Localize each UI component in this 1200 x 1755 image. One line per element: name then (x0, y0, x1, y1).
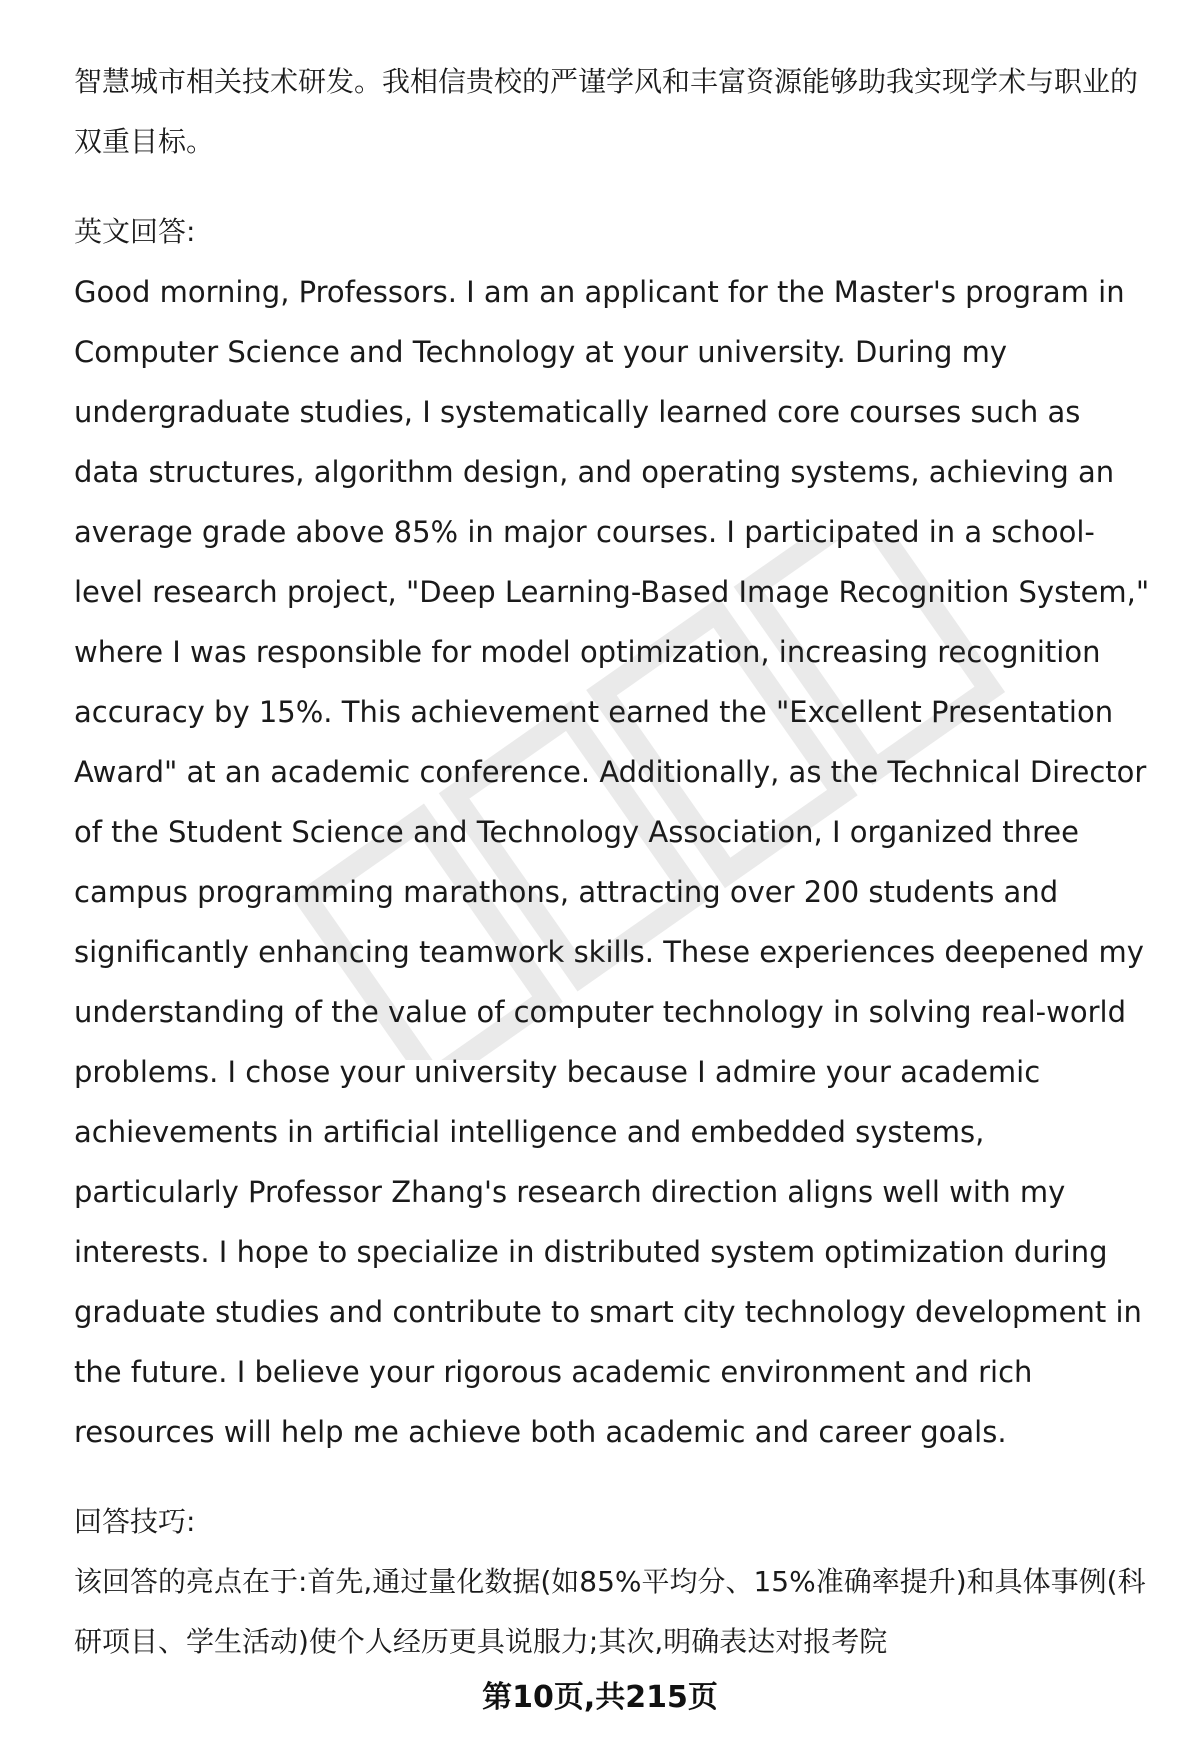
page-number-footer: 第10页,共215页 (482, 1680, 718, 1715)
document-body (74, 52, 1154, 1672)
english-answer-label: 英文回答: (74, 215, 196, 248)
intro-paragraph-tail: 智慧城市相关技术研发。我相信贵校的严谨学风和丰富资源能够助我实现学术与职业的双重目标。 (74, 65, 1139, 158)
english-answer-text: Good morning, Professors. I am an applicant for the Master's program in Computer Science and Technology at your university. During my undergraduate studies, I systematically learned core courses such as data structures, algorithm design, and operating systems, achieving an average grade above 85% in major courses. I participated in a school-level research project, "Deep Learning-Based Image Recognition System," where I was responsible for model optimization, increasing recognition accuracy by 15%. This achievement earned the "Excellent Presentation Award" at an academic conference. Additionally, as the Technical Director of the Student Science and Technology Association, I organized three campus programming marathons, attracting over 200 students and significantly enhancing teamwork skills. These experiences deepened my understanding of the value of computer technology in solving real-world problems. I chose your university because I admire your academic achievements in artificial intelligence and embedded systems, particularly Professor Zhang's research direction aligns well with my interests. I hope to specialize in distributed system optimization during graduate studies and contribute to smart city technology development in the future. I believe your rigorous academic environment and rich resources will help me achieve both academic and career goals. (74, 275, 1150, 1449)
tips-label: 回答技巧: (74, 1505, 196, 1538)
tips-text: 该回答的亮点在于:首先,通过量化数据(如85%平均分、15%准确率提升)和具体事例(科研项目、学生活动)使个人经历更具说服力;其次,明确表达对报考院 (74, 1565, 1146, 1658)
